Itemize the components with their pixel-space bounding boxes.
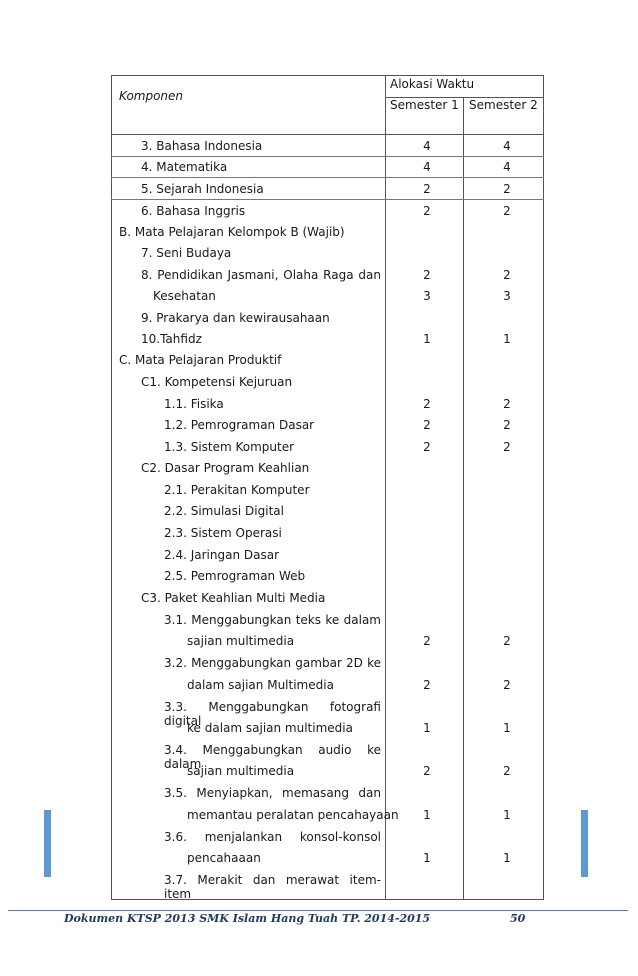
row-label: 8. Pendidikan Jasmani, Olaha Raga dan [141, 268, 381, 282]
subsection-heading: C1. Kompetensi Kejuruan [141, 375, 293, 389]
row-sem2: 2 [503, 268, 511, 282]
row-sem2: 3 [503, 289, 511, 303]
row-line [111, 177, 544, 178]
footer-title: Dokumen KTSP 2013 SMK Islam Hang Tuah TP. 2014-2015 [64, 912, 431, 925]
row-sem1: 2 [423, 764, 431, 778]
row-label: 1.3. Sistem Komputer [164, 440, 295, 454]
row-sem1: 3 [423, 289, 431, 303]
row-sem2: 2 [503, 440, 511, 454]
row-label: 5. Sejarah Indonesia [141, 182, 264, 196]
row-label: 9. Prakarya dan kewirausahaan [141, 311, 330, 325]
subsection-heading: C3. Paket Keahlian Multi Media [141, 591, 326, 605]
row-sem1: 2 [423, 418, 431, 432]
row-sem1: 1 [423, 721, 431, 735]
left-decor-bar [44, 810, 51, 877]
row-label: 2.2. Simulasi Digital [164, 504, 284, 518]
row-label: memantau peralatan pencahayaan [187, 808, 399, 822]
row-label: 1.1. Fisika [164, 397, 224, 411]
row-label: 3.7. Merakit dan merawat item-item [164, 873, 381, 901]
row-label: 3.4. Menggabungkan audio ke dalam [164, 743, 381, 771]
row-sem2: 2 [503, 182, 511, 196]
header-alokasi-waktu: Alokasi Waktu [390, 77, 475, 91]
row-label: 4. Matematika [141, 160, 228, 174]
row-label: 3. Bahasa Indonesia [141, 139, 263, 153]
row-sem1: 2 [423, 440, 431, 454]
row-sem1: 2 [423, 397, 431, 411]
row-line [111, 156, 544, 157]
row-sem2: 2 [503, 678, 511, 692]
row-label: 2.1. Perakitan Komputer [164, 483, 310, 497]
row-label: dalam sajian Multimedia [187, 678, 334, 692]
row-label: 1.2. Pemrograman Dasar [164, 418, 315, 432]
row-label: 3.5. Menyiapkan, memasang dan [164, 786, 381, 800]
footer-rule [8, 910, 628, 911]
subsection-heading: C2. Dasar Program Keahlian [141, 461, 310, 475]
row-sem2: 2 [503, 204, 511, 218]
row-sem1: 2 [423, 268, 431, 282]
row-label: 3.6. menjalankan konsol-konsol [164, 830, 381, 844]
row-sem1: 1 [423, 332, 431, 346]
row-sem2: 2 [503, 397, 511, 411]
row-sem1: 1 [423, 808, 431, 822]
row-sem1: 2 [423, 182, 431, 196]
row-label: 2.5. Pemrograman Web [164, 569, 306, 583]
row-sem2: 1 [503, 721, 511, 735]
section-heading: C. Mata Pelajaran Produktif [119, 353, 282, 367]
row-label: 6. Bahasa Inggris [141, 204, 246, 218]
row-sem2: 4 [503, 160, 511, 174]
col-divider-semester [463, 97, 464, 900]
row-label: 10.Tahfidz [141, 332, 202, 346]
row-label: sajian multimedia [187, 634, 295, 648]
row-sem2: 1 [503, 332, 511, 346]
header-semester-1: Semester 1 [390, 98, 459, 112]
row-sem2: 4 [503, 139, 511, 153]
row-sem2: 2 [503, 418, 511, 432]
row-sem1: 4 [423, 160, 431, 174]
row-sem1: 2 [423, 678, 431, 692]
row-sem2: 2 [503, 764, 511, 778]
page-number: 50 [510, 912, 526, 925]
row-label: 3.1. Menggabungkan teks ke dalam [164, 613, 381, 627]
row-line [111, 199, 544, 200]
row-label: 3.3. Menggabungkan fotografi digital [164, 700, 381, 728]
row-label: sajian multimedia [187, 764, 295, 778]
row-label: 2.4. Jaringan Dasar [164, 548, 280, 562]
header-bottom-line [111, 134, 544, 135]
row-label: 2.3. Sistem Operasi [164, 526, 282, 540]
row-sem1: 4 [423, 139, 431, 153]
row-sem1: 2 [423, 204, 431, 218]
row-sem2: 1 [503, 808, 511, 822]
right-decor-bar [581, 810, 588, 877]
header-semester-2: Semester 2 [469, 98, 538, 112]
section-heading: B. Mata Pelajaran Kelompok B (Wajib) [119, 225, 345, 239]
row-sem1: 2 [423, 634, 431, 648]
row-sem2: 1 [503, 851, 511, 865]
row-label: 3.2. Menggabungkan gambar 2D ke [164, 656, 381, 670]
row-sem2: 2 [503, 634, 511, 648]
row-label: ke dalam sajian multimedia [187, 721, 353, 735]
row-label: Kesehatan [153, 289, 216, 303]
row-label: pencahaaan [187, 851, 261, 865]
header-komponen: Komponen [119, 89, 184, 103]
row-sem1: 1 [423, 851, 431, 865]
row-label: 7. Seni Budaya [141, 246, 232, 260]
